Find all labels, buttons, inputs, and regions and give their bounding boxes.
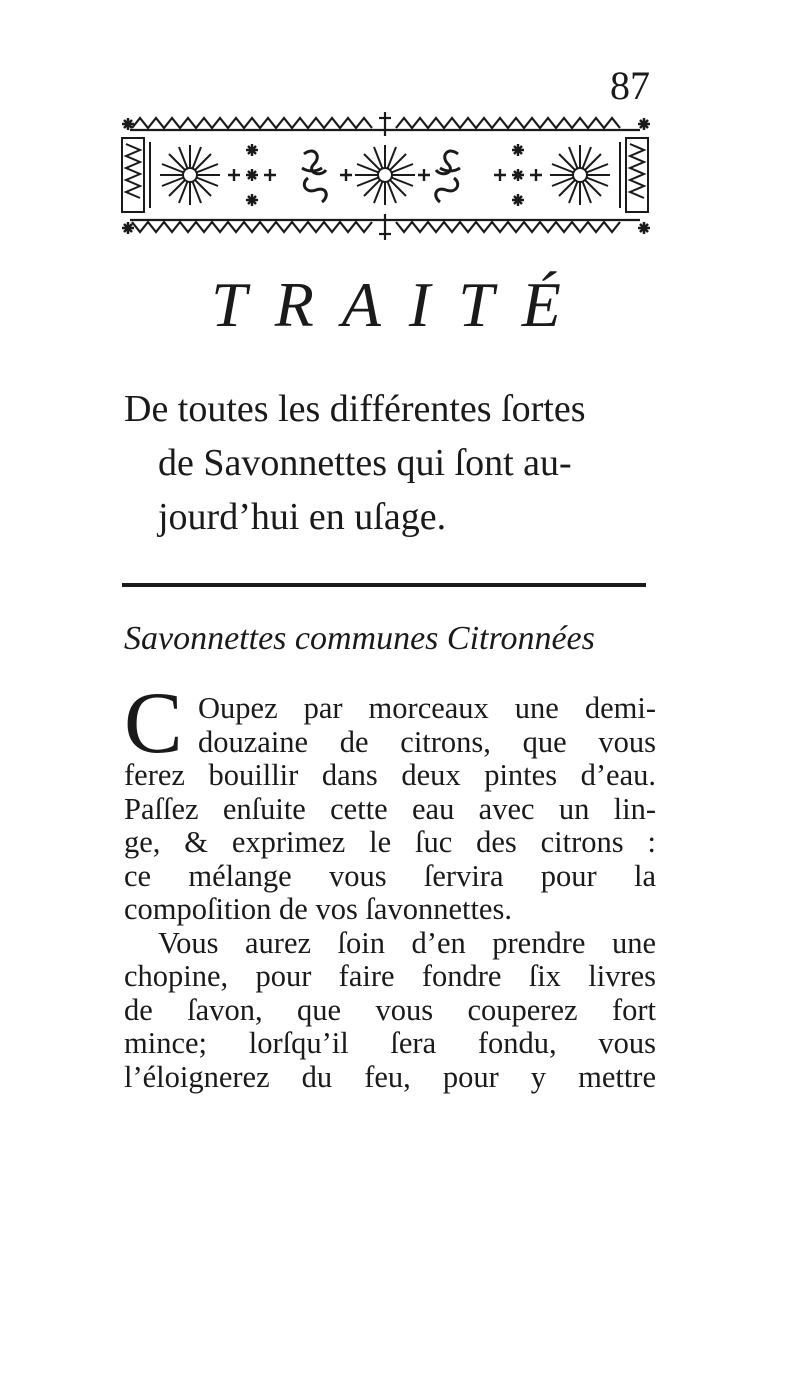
text-line: ferez bouillir dans deux pintes d’eau. bbox=[124, 758, 656, 792]
text-line: douzaine de citrons, que vous bbox=[198, 724, 656, 759]
text-line: l’éloignerez du feu, pour y mettre bbox=[124, 1059, 656, 1094]
subtitle bbox=[124, 382, 654, 544]
text-line: chopine, pour faire fondre ſix livres bbox=[124, 959, 656, 993]
drop-cap: C bbox=[124, 675, 183, 772]
subtitle-line: jourd’hui en uſage. bbox=[158, 496, 447, 538]
text-line: de ſavon, que vous couperez fort bbox=[124, 992, 656, 1027]
text-line: compoſition de vos ſavonnettes. bbox=[124, 892, 512, 926]
paragraph-1 bbox=[124, 675, 656, 927]
subtitle-line: de Savonnettes qui ſont au- bbox=[158, 442, 572, 484]
subtitle-line: De toutes les différentes ſortes bbox=[124, 388, 586, 430]
headpiece-ornament bbox=[118, 108, 652, 242]
section-heading: Savonnettes communes Citronnées bbox=[124, 620, 595, 657]
ornament-top-strip bbox=[130, 112, 640, 136]
horizontal-rule bbox=[122, 582, 646, 590]
ornament-sunbursts bbox=[160, 145, 610, 205]
text-line: Oupez par morceaux une demi- bbox=[198, 691, 656, 725]
paragraph-2 bbox=[124, 927, 656, 1095]
ornament-bottom-strip bbox=[130, 214, 640, 240]
text-line: Vous aurez ſoin d’en prendre une bbox=[158, 925, 656, 960]
text-line: ge, & exprimez le ſuc des citrons : bbox=[124, 825, 656, 859]
text-line: ce mélange vous ſervira pour la bbox=[124, 858, 656, 893]
page-number: 87 bbox=[610, 63, 650, 108]
body-text bbox=[124, 675, 656, 1094]
page-title: TRAITÉ bbox=[211, 269, 589, 340]
text-line: mince; lorſqu’il ſera fondu, vous bbox=[124, 1026, 656, 1060]
text-line: Paſſez enſuite cette eau avec un lin- bbox=[124, 791, 656, 826]
